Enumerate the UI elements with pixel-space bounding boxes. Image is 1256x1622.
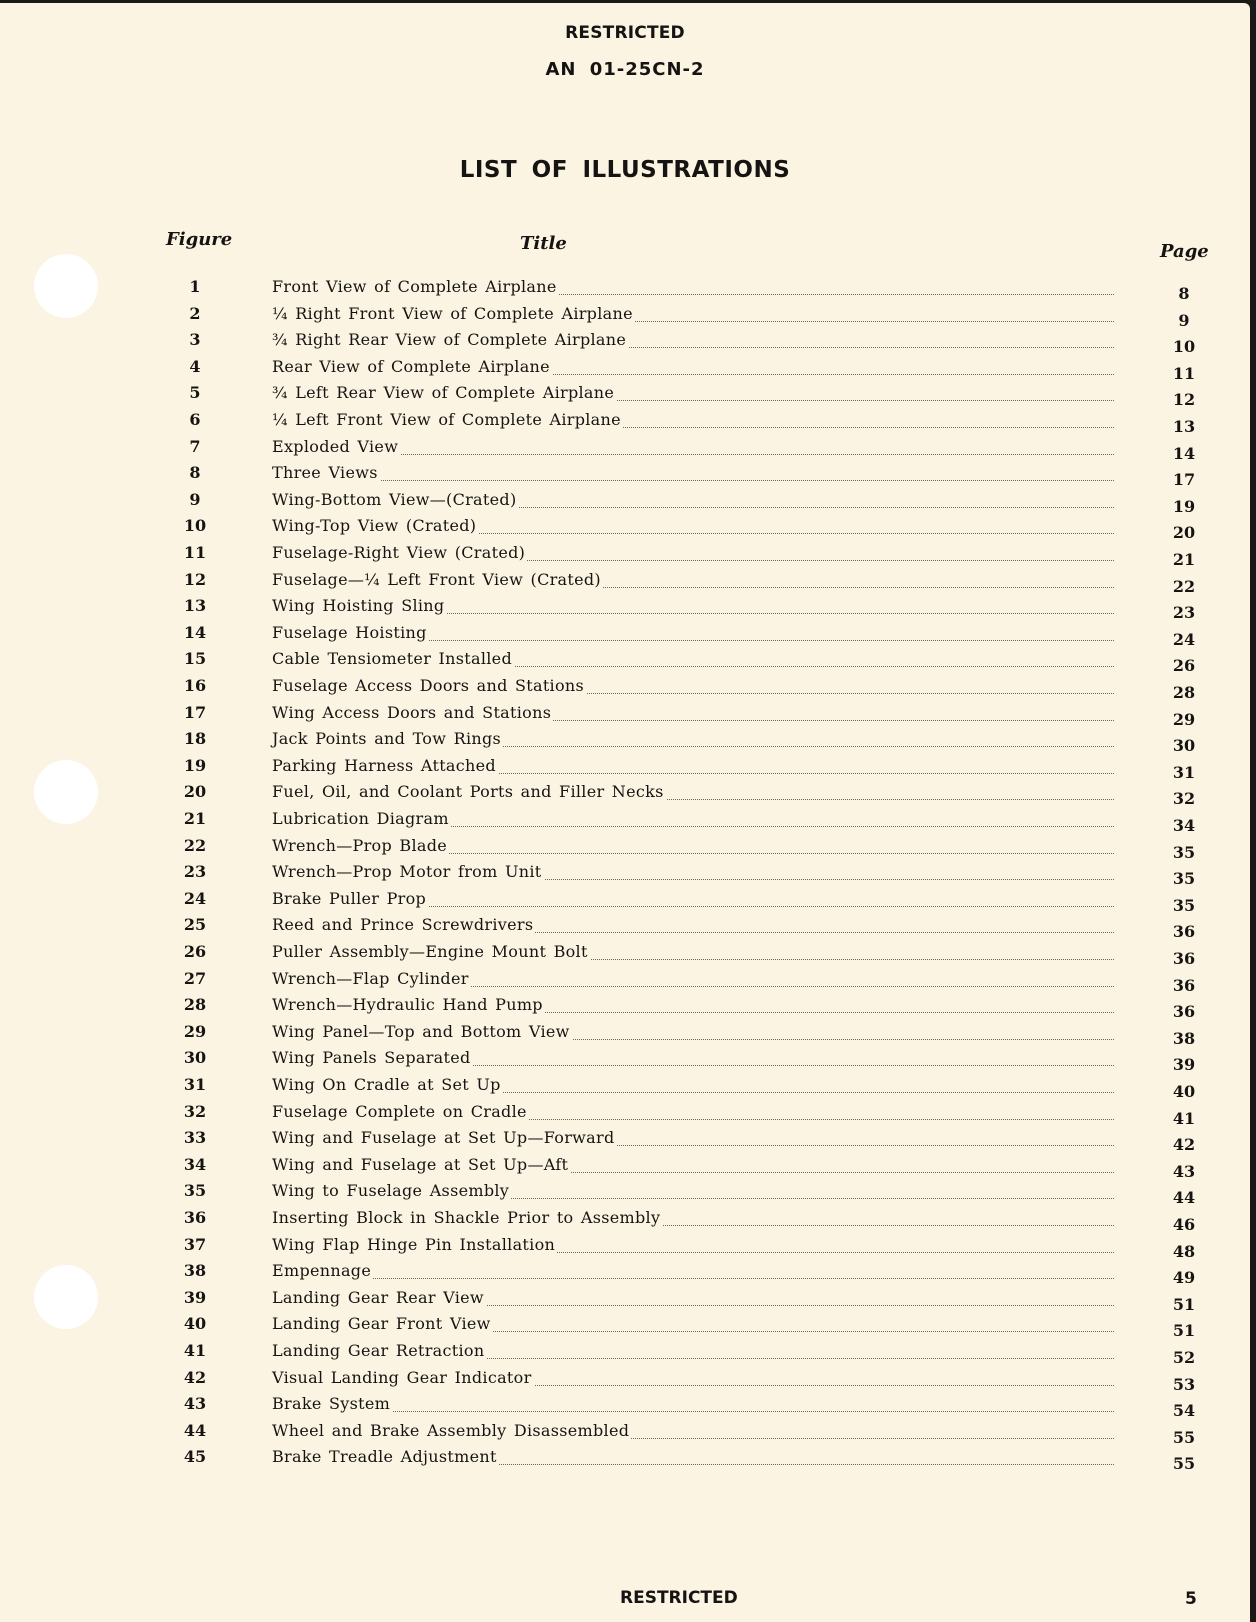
figure-number: 22 (183, 835, 207, 855)
list-item (0, 1075, 1250, 1101)
figure-number: 28 (183, 995, 207, 1015)
page-ref: 23 (1172, 603, 1196, 623)
list-item (0, 623, 1250, 649)
figure-title: Wing Panel—Top and Bottom View (272, 1021, 570, 1041)
list-item (0, 1421, 1250, 1447)
page-ref: 35 (1172, 842, 1196, 862)
figure-number: 20 (183, 782, 207, 802)
page-ref: 36 (1172, 922, 1196, 942)
classification-footer: RESTRICTED (620, 1588, 738, 1608)
page-ref: 19 (1172, 496, 1196, 516)
page-ref: 36 (1172, 975, 1196, 995)
figure-number: 30 (183, 1048, 207, 1068)
list-item (0, 1128, 1250, 1154)
figure-number: 5 (189, 383, 201, 403)
page-ref: 55 (1172, 1454, 1196, 1474)
figure-number: 36 (183, 1208, 207, 1227)
page-ref: 9 (1178, 310, 1190, 330)
page-ref: 21 (1172, 550, 1196, 569)
page-ref: 32 (1172, 789, 1196, 809)
list-item (0, 889, 1250, 915)
figure-title: Inserting Block in Shackle Prior to Assembly (272, 1208, 661, 1227)
page-ref: 52 (1172, 1348, 1196, 1367)
figure-title: Wing to Fuselage Assembly (272, 1181, 510, 1201)
figure-title: Rear View of Complete Airplane (272, 356, 550, 376)
list-item (0, 676, 1250, 702)
list-item (0, 437, 1250, 463)
figure-title: Lubrication Diagram (272, 809, 449, 828)
list-item (0, 1235, 1250, 1261)
figure-title: Wing Panels Separated (272, 1048, 471, 1068)
page-ref: 51 (1172, 1294, 1196, 1314)
figure-title: Wing Hoisting Sling (272, 596, 445, 616)
page-ref: 35 (1172, 895, 1196, 915)
figure-number: 42 (183, 1367, 207, 1387)
list-item (0, 1208, 1250, 1234)
figure-title: Fuselage Complete on Cradle (272, 1101, 527, 1121)
figure-title: Fuel, Oil, and Coolant Ports and Filler Necks (272, 782, 664, 802)
column-header-page: Page (1160, 241, 1209, 262)
figure-title: ¾ Right Rear View of Complete Airplane (272, 330, 627, 350)
list-item (0, 1341, 1250, 1367)
figure-title: Reed and Prince Screwdrivers (272, 915, 534, 935)
figure-number: 24 (183, 888, 207, 908)
figure-number: 38 (183, 1261, 207, 1281)
figure-title: Empennage (272, 1261, 372, 1281)
page-ref: 11 (1172, 363, 1196, 383)
dot-leader (272, 480, 1114, 481)
classification-header: RESTRICTED (565, 23, 685, 43)
page-ref: 26 (1172, 656, 1196, 676)
list-item (0, 649, 1250, 675)
list-item (0, 304, 1250, 330)
list-item (0, 703, 1250, 729)
page-ref: 39 (1172, 1055, 1196, 1075)
document-number: AN 01-25CN-2 (545, 59, 705, 80)
figure-title: Three Views (272, 463, 378, 483)
figure-number: 10 (183, 516, 207, 536)
dot-leader (272, 1411, 1114, 1412)
figure-number: 25 (183, 915, 207, 935)
figure-number: 44 (183, 1420, 207, 1440)
page-ref: 54 (1172, 1401, 1196, 1421)
figure-title: Wing Access Doors and Stations (272, 702, 552, 722)
figure-number: 27 (183, 968, 207, 988)
page-ref: 29 (1172, 709, 1196, 729)
list-item (0, 1394, 1250, 1420)
list-item (0, 862, 1250, 888)
figure-title: ¼ Right Front View of Complete Airplane (272, 303, 633, 323)
page-ref: 10 (1172, 337, 1196, 357)
list-item (0, 516, 1250, 542)
figure-title: Visual Landing Gear Indicator (272, 1367, 532, 1387)
figure-number: 23 (183, 862, 207, 882)
page-ref: 46 (1172, 1215, 1196, 1234)
figure-number: 26 (183, 942, 207, 961)
page-ref: 53 (1172, 1374, 1196, 1394)
figure-number: 19 (183, 755, 207, 775)
page-ref: 14 (1172, 443, 1196, 463)
figure-number: 8 (189, 463, 201, 483)
dot-leader (272, 1278, 1114, 1279)
page-ref: 31 (1172, 762, 1196, 782)
figure-number: 12 (183, 569, 207, 589)
list-item (0, 1022, 1250, 1048)
figure-number: 11 (183, 543, 207, 562)
figure-title: Wrench—Prop Blade (272, 835, 448, 855)
page-ref: 36 (1172, 1002, 1196, 1022)
column-header-figure: Figure (166, 229, 233, 250)
figure-title: Brake Treadle Adjustment (272, 1447, 497, 1467)
page-ref: 8 (1178, 284, 1190, 303)
list-item (0, 1368, 1250, 1394)
page-ref: 48 (1172, 1241, 1196, 1261)
page-ref: 12 (1172, 390, 1196, 410)
figure-title: Fuselage Access Doors and Stations (272, 676, 585, 695)
figure-title: Jack Points and Tow Rings (272, 729, 502, 749)
page-ref: 41 (1172, 1108, 1196, 1128)
figure-title: Wing On Cradle at Set Up (272, 1075, 501, 1094)
figure-title: Wing-Top View (Crated) (272, 516, 477, 536)
page-ref: 22 (1172, 576, 1196, 596)
page-ref: 13 (1172, 417, 1196, 436)
figure-title: Parking Harness Attached (272, 755, 496, 775)
list-item (0, 729, 1250, 755)
page-ref: 49 (1172, 1268, 1196, 1288)
figure-number: 13 (183, 596, 207, 616)
list-item (0, 756, 1250, 782)
document-page (0, 3, 1250, 1622)
list-item (0, 782, 1250, 808)
figure-number: 29 (183, 1021, 207, 1041)
figure-title: Wrench—Hydraulic Hand Pump (272, 995, 543, 1015)
figure-title: Front View of Complete Airplane (272, 277, 557, 296)
figure-title: Wing and Fuselage at Set Up—Aft (272, 1154, 569, 1174)
figure-number: 35 (183, 1181, 207, 1201)
list-item (0, 277, 1250, 303)
figure-title: Exploded View (272, 436, 399, 456)
figure-number: 3 (189, 330, 201, 350)
page-ref: 55 (1172, 1427, 1196, 1447)
figure-title: Landing Gear Front View (272, 1314, 491, 1334)
page-ref: 43 (1172, 1161, 1196, 1181)
figure-number: 37 (183, 1234, 207, 1254)
list-item (0, 915, 1250, 941)
figure-number: 21 (183, 809, 207, 828)
column-header-title: Title (520, 233, 567, 254)
list-item (0, 490, 1250, 516)
list-item (0, 570, 1250, 596)
list-item (0, 1314, 1250, 1340)
figure-title: Brake System (272, 1394, 391, 1414)
page-title: LIST OF ILLUSTRATIONS (459, 157, 791, 183)
page-ref: 17 (1172, 470, 1196, 490)
figure-number: 9 (189, 489, 201, 509)
list-item (0, 942, 1250, 968)
list-item (0, 1181, 1250, 1207)
page-ref: 42 (1172, 1135, 1196, 1155)
figure-number: 7 (189, 436, 201, 456)
figure-title: Fuselage Hoisting (272, 622, 427, 642)
page-ref: 30 (1172, 736, 1196, 756)
figure-title: Cable Tensiometer Installed (272, 649, 512, 669)
page-ref: 20 (1172, 523, 1196, 543)
figure-title: Wing Flap Hinge Pin Installation (272, 1234, 556, 1254)
list-item (0, 1102, 1250, 1128)
figure-number: 33 (183, 1128, 207, 1148)
figure-title: Fuselage-Right View (Crated) (272, 543, 526, 562)
figure-number: 1 (189, 277, 201, 296)
figure-number: 32 (183, 1101, 207, 1121)
figure-number: 2 (189, 303, 201, 323)
figure-number: 16 (183, 676, 207, 695)
figure-title: Wing and Fuselage at Set Up—Forward (272, 1128, 615, 1148)
page-ref: 24 (1172, 629, 1196, 649)
list-item (0, 836, 1250, 862)
page-ref: 35 (1172, 869, 1196, 889)
figure-title: Wheel and Brake Assembly Disassembled (272, 1420, 630, 1440)
page-ref: 51 (1172, 1321, 1196, 1341)
figure-number: 43 (183, 1394, 207, 1414)
figure-number: 18 (183, 729, 207, 749)
figure-title: Wrench—Prop Motor from Unit (272, 862, 542, 882)
figure-number: 6 (189, 410, 201, 429)
figure-number: 31 (183, 1075, 207, 1094)
figure-title: Brake Puller Prop (272, 888, 427, 908)
figure-number: 14 (183, 622, 207, 642)
figure-title: Wrench—Flap Cylinder (272, 968, 469, 988)
list-item (0, 383, 1250, 409)
figure-number: 41 (183, 1341, 207, 1360)
figure-number: 45 (183, 1447, 207, 1467)
list-item (0, 463, 1250, 489)
list-item (0, 357, 1250, 383)
figure-title: Fuselage—¼ Left Front View (Crated) (272, 569, 601, 589)
figure-title: ¼ Left Front View of Complete Airplane (272, 410, 621, 429)
figure-number: 34 (183, 1154, 207, 1174)
page-ref: 28 (1172, 683, 1196, 702)
list-item (0, 1155, 1250, 1181)
figure-number: 17 (183, 702, 207, 722)
list-item (0, 410, 1250, 436)
list-item (0, 969, 1250, 995)
figure-title: Landing Gear Retraction (272, 1341, 485, 1360)
list-item (0, 1447, 1250, 1473)
figure-title: Puller Assembly—Engine Mount Bolt (272, 942, 588, 961)
list-item (0, 543, 1250, 569)
list-item (0, 1261, 1250, 1287)
page-ref: 40 (1172, 1082, 1196, 1101)
page-ref: 36 (1172, 949, 1196, 968)
list-item (0, 995, 1250, 1021)
page-number: 5 (1185, 1589, 1197, 1609)
figure-number: 4 (189, 356, 201, 376)
page-ref: 44 (1172, 1188, 1196, 1208)
page-ref: 34 (1172, 816, 1196, 835)
page-ref: 38 (1172, 1028, 1196, 1048)
list-item (0, 1048, 1250, 1074)
list-item (0, 330, 1250, 356)
figure-title: ¾ Left Rear View of Complete Airplane (272, 383, 615, 403)
figure-number: 15 (183, 649, 207, 669)
figure-title: Wing-Bottom View—(Crated) (272, 489, 517, 509)
list-item (0, 809, 1250, 835)
figure-number: 40 (183, 1314, 207, 1334)
list-item (0, 596, 1250, 622)
list-item (0, 1288, 1250, 1314)
figure-title: Landing Gear Rear View (272, 1287, 484, 1307)
figure-number: 39 (183, 1287, 207, 1307)
